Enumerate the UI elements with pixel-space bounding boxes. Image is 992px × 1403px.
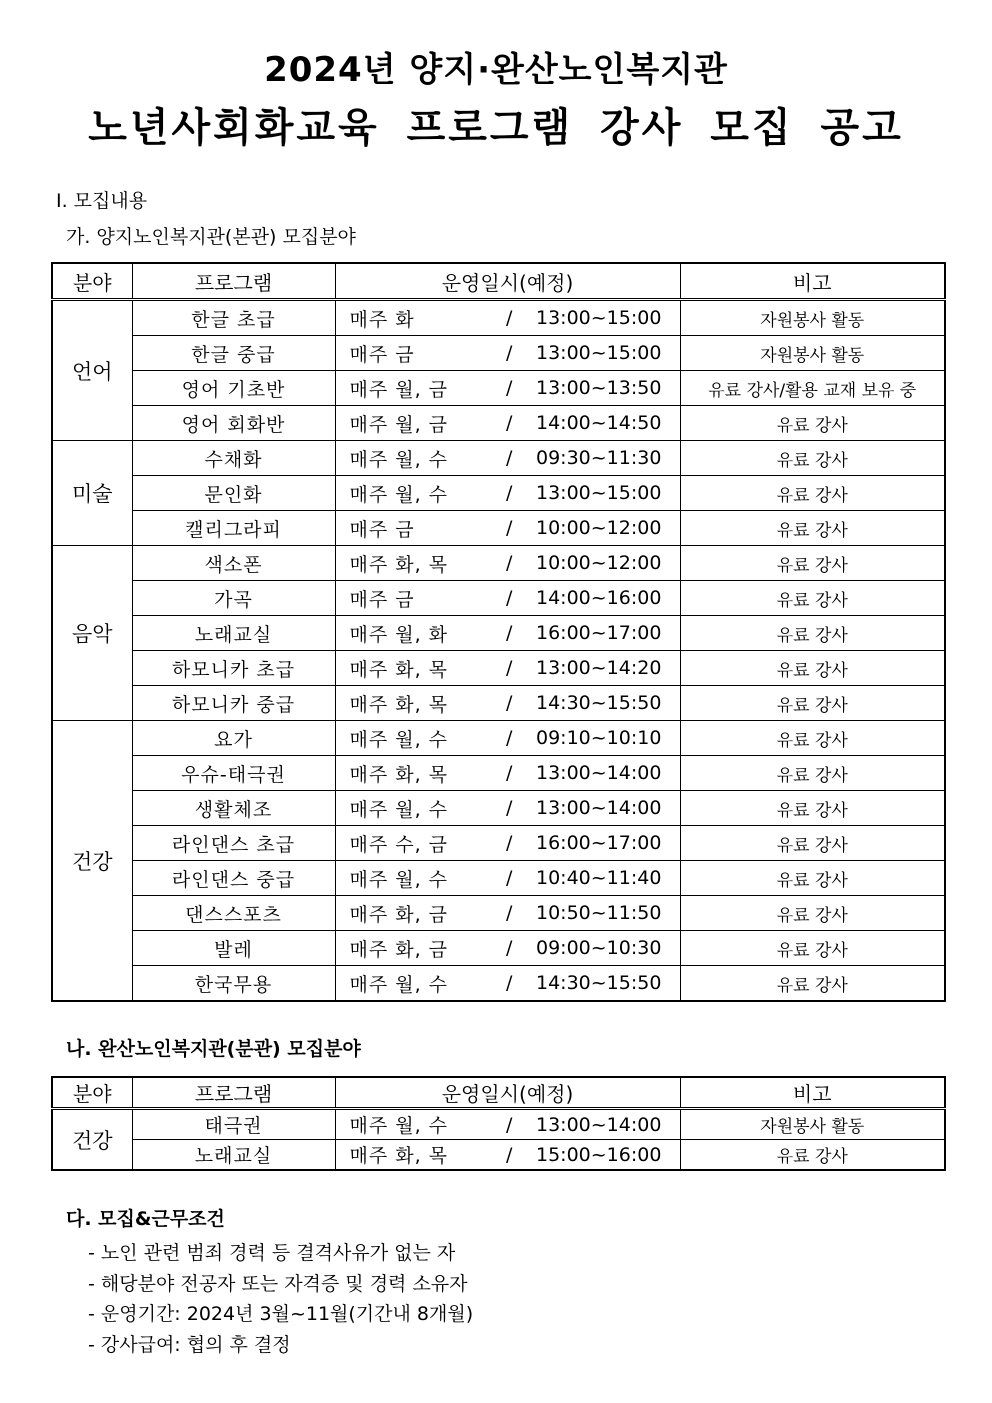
program-cell: 우슈-태극권 (132, 756, 335, 791)
time-cell (498, 546, 680, 581)
title-line-1: 2024년 양지·완산노인복지관 (264, 50, 728, 90)
time-cell (498, 651, 680, 686)
condition-item: - 노인 관련 범죄 경력 등 결격사유가 없는 자 (88, 1242, 456, 1264)
time-cell (498, 336, 680, 371)
note-cell: 유료 강사/활용 교재 보유 중 (680, 371, 945, 406)
table-row (52, 651, 945, 686)
program-cell: 라인댄스 중급 (132, 861, 335, 896)
table-row (52, 581, 945, 616)
table-row (52, 826, 945, 861)
slash-separator: / (506, 657, 513, 679)
time-value: 09:30~11:30 (536, 447, 662, 469)
time-value: 16:00~17:00 (536, 832, 662, 854)
header-area: 분야 (52, 263, 132, 300)
slash-separator: / (506, 797, 513, 819)
table-row (52, 511, 945, 546)
days-cell: 매주 월, 금 (335, 406, 498, 441)
time-cell (498, 896, 680, 931)
program-cell: 태극권 (132, 1109, 335, 1140)
slash-separator: / (506, 762, 513, 784)
note-cell: 유료 강사 (680, 581, 945, 616)
time-cell (498, 756, 680, 791)
time-value: 16:00~17:00 (536, 622, 662, 644)
program-cell: 발레 (132, 931, 335, 966)
table-b-heading: 나. 완산노인복지관(분관) 모집분야 (66, 1038, 361, 1060)
table-row (52, 791, 945, 826)
program-cell: 문인화 (132, 476, 335, 511)
condition-item: - 강사급여: 협의 후 결정 (88, 1333, 291, 1356)
header-program: 프로그램 (132, 263, 335, 300)
table-header-row (52, 1077, 945, 1109)
table-row (52, 1109, 945, 1140)
table-row (52, 616, 945, 651)
slash-separator: / (506, 832, 513, 854)
section-heading-recruitment: Ⅰ. 모집내용 (56, 190, 148, 212)
slash-separator: / (506, 727, 513, 749)
time-cell (498, 441, 680, 476)
header-schedule: 운영일시(예정) (335, 1077, 680, 1109)
note-cell: 자원봉사 활동 (680, 1109, 945, 1140)
conditions-heading: 다. 모집&근무조건 (66, 1208, 225, 1230)
slash-separator: / (506, 692, 513, 714)
slash-separator: / (506, 342, 513, 364)
table-row (52, 686, 945, 721)
slash-separator: / (506, 937, 513, 959)
note-cell: 유료 강사 (680, 791, 945, 826)
note-cell: 유료 강사 (680, 1140, 945, 1171)
slash-separator: / (506, 552, 513, 574)
program-cell: 하모니카 초급 (132, 651, 335, 686)
time-value: 10:00~12:00 (536, 517, 662, 539)
days-cell: 매주 월, 수 (335, 476, 498, 511)
note-cell: 유료 강사 (680, 476, 945, 511)
header-program: 프로그램 (132, 1077, 335, 1109)
program-cell: 한글 중급 (132, 336, 335, 371)
days-cell: 매주 금 (335, 511, 498, 546)
table-row (52, 300, 945, 336)
days-cell: 매주 월, 금 (335, 371, 498, 406)
time-cell (498, 966, 680, 1002)
time-value: 13:00~14:00 (536, 1113, 662, 1136)
area-cell: 음악 (52, 546, 132, 721)
slash-separator: / (506, 517, 513, 539)
note-cell: 자원봉사 활동 (680, 336, 945, 371)
table-row (52, 441, 945, 476)
note-cell: 유료 강사 (680, 896, 945, 931)
header-schedule: 운영일시(예정) (335, 263, 680, 300)
slash-separator: / (506, 482, 513, 504)
table-row (52, 371, 945, 406)
program-cell: 색소폰 (132, 546, 335, 581)
days-cell: 매주 화, 목 (335, 686, 498, 721)
time-value: 13:00~14:00 (536, 797, 662, 819)
time-value: 13:00~14:20 (536, 657, 662, 679)
time-cell (498, 1109, 680, 1140)
time-cell (498, 861, 680, 896)
days-cell: 매주 월, 수 (335, 861, 498, 896)
slash-separator: / (506, 867, 513, 889)
days-cell: 매주 월, 수 (335, 441, 498, 476)
time-value: 13:00~15:00 (536, 307, 662, 329)
program-cell: 영어 회화반 (132, 406, 335, 441)
time-value: 13:00~15:00 (536, 482, 662, 504)
days-cell: 매주 금 (335, 581, 498, 616)
time-cell (498, 931, 680, 966)
program-cell: 수채화 (132, 441, 335, 476)
program-cell: 영어 기초반 (132, 371, 335, 406)
program-cell: 댄스스포츠 (132, 896, 335, 931)
days-cell: 매주 화, 금 (335, 931, 498, 966)
note-cell: 유료 강사 (680, 651, 945, 686)
table-row (52, 721, 945, 756)
note-cell: 유료 강사 (680, 441, 945, 476)
time-value: 10:40~11:40 (536, 867, 662, 889)
table-row (52, 546, 945, 581)
condition-item: - 해당분야 전공자 또는 자격증 및 경력 소유자 (88, 1272, 468, 1295)
note-cell: 유료 강사 (680, 826, 945, 861)
program-cell: 캘리그라피 (132, 511, 335, 546)
table-row (52, 1140, 945, 1171)
time-value: 14:30~15:50 (536, 972, 662, 994)
time-cell (498, 511, 680, 546)
note-cell: 유료 강사 (680, 756, 945, 791)
schedule-table-branch-center (51, 1076, 946, 1171)
days-cell: 매주 월, 수 (335, 721, 498, 756)
days-cell: 매주 화, 금 (335, 896, 498, 931)
schedule-table-main-center (51, 262, 946, 1002)
table-row (52, 966, 945, 1002)
time-value: 09:00~10:30 (536, 937, 662, 959)
note-cell: 유료 강사 (680, 686, 945, 721)
table-row (52, 756, 945, 791)
table-header-row (52, 263, 945, 300)
note-cell: 유료 강사 (680, 406, 945, 441)
slash-separator: / (506, 447, 513, 469)
time-cell (498, 406, 680, 441)
days-cell: 매주 월, 화 (335, 616, 498, 651)
table-row (52, 476, 945, 511)
time-cell (498, 826, 680, 861)
time-cell (498, 616, 680, 651)
conditions-list (88, 1238, 473, 1360)
slash-separator: / (506, 307, 513, 329)
area-cell: 미술 (52, 441, 132, 546)
time-cell (498, 476, 680, 511)
table-row (52, 896, 945, 931)
time-cell (498, 371, 680, 406)
time-value: 10:00~12:00 (536, 552, 662, 574)
header-area: 분야 (52, 1077, 132, 1109)
header-note: 비고 (680, 1077, 945, 1109)
table-row (52, 931, 945, 966)
program-cell: 요가 (132, 721, 335, 756)
slash-separator: / (506, 902, 513, 924)
table-row (52, 406, 945, 441)
slash-separator: / (506, 622, 513, 644)
days-cell: 매주 월, 수 (335, 966, 498, 1002)
program-cell: 노래교실 (132, 1140, 335, 1171)
program-cell: 라인댄스 초급 (132, 826, 335, 861)
days-cell: 매주 화, 목 (335, 1140, 498, 1171)
days-cell: 매주 월, 수 (335, 791, 498, 826)
time-cell (498, 791, 680, 826)
header-note: 비고 (680, 263, 945, 300)
note-cell: 유료 강사 (680, 721, 945, 756)
days-cell: 매주 금 (335, 336, 498, 371)
note-cell: 자원봉사 활동 (680, 300, 945, 336)
time-value: 14:00~16:00 (536, 587, 662, 609)
time-value: 13:00~14:00 (536, 762, 662, 784)
program-cell: 한글 초급 (132, 300, 335, 336)
slash-separator: / (506, 1113, 513, 1136)
program-cell: 생활체조 (132, 791, 335, 826)
area-cell: 건강 (52, 721, 132, 1002)
title-line-2: 노년사회화교육 프로그램 강사 모집 공고 (88, 105, 904, 151)
area-cell: 언어 (52, 300, 132, 441)
condition-item: - 운영기간: 2024년 3월~11월(기간내 8개월) (88, 1303, 474, 1325)
note-cell: 유료 강사 (680, 616, 945, 651)
time-cell (498, 300, 680, 336)
days-cell: 매주 화, 목 (335, 651, 498, 686)
program-cell: 한국무용 (132, 966, 335, 1002)
slash-separator: / (506, 972, 513, 994)
days-cell: 매주 화, 목 (335, 756, 498, 791)
days-cell: 매주 화, 목 (335, 546, 498, 581)
table-a-heading: 가. 양지노인복지관(본관) 모집분야 (66, 226, 356, 248)
time-value: 10:50~11:50 (536, 902, 662, 924)
time-cell (498, 686, 680, 721)
program-cell: 가곡 (132, 581, 335, 616)
program-cell: 노래교실 (132, 616, 335, 651)
time-value: 15:00~16:00 (536, 1143, 662, 1166)
time-value: 09:10~10:10 (536, 727, 662, 749)
time-cell (498, 581, 680, 616)
area-cell: 건강 (52, 1109, 132, 1171)
program-cell: 하모니카 중급 (132, 686, 335, 721)
time-value: 13:00~13:50 (536, 377, 662, 399)
slash-separator: / (506, 587, 513, 609)
note-cell: 유료 강사 (680, 966, 945, 1002)
note-cell: 유료 강사 (680, 546, 945, 581)
slash-separator: / (506, 1143, 513, 1166)
time-value: 13:00~15:00 (536, 342, 662, 364)
time-value: 14:00~14:50 (536, 412, 662, 434)
note-cell: 유료 강사 (680, 861, 945, 896)
table-row (52, 861, 945, 896)
time-cell (498, 721, 680, 756)
days-cell: 매주 수, 금 (335, 826, 498, 861)
slash-separator: / (506, 377, 513, 399)
days-cell: 매주 화 (335, 300, 498, 336)
days-cell: 매주 월, 수 (335, 1109, 498, 1140)
slash-separator: / (506, 412, 513, 434)
time-value: 14:30~15:50 (536, 692, 662, 714)
note-cell: 유료 강사 (680, 931, 945, 966)
table-row (52, 336, 945, 371)
note-cell: 유료 강사 (680, 511, 945, 546)
time-cell (498, 1140, 680, 1171)
